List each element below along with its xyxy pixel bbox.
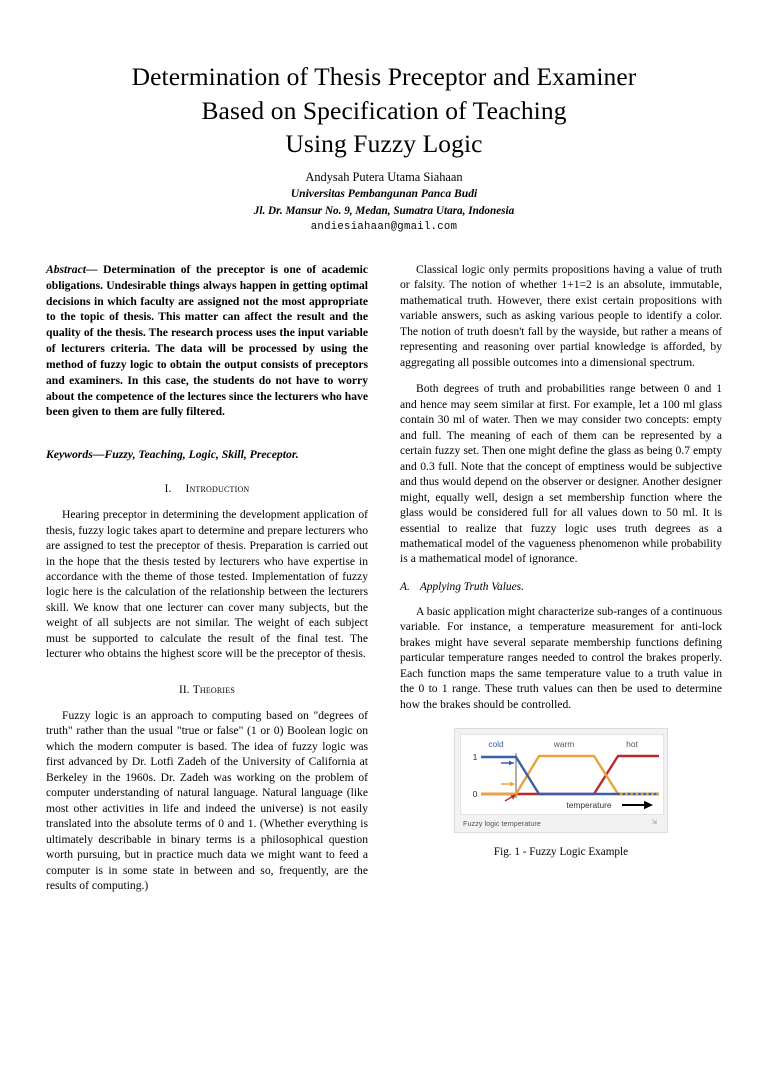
title-line-1: Determination of Thesis Preceptor and Examiner xyxy=(131,62,637,91)
section-heading-theories xyxy=(46,684,368,696)
section-label: Introduction xyxy=(185,483,250,496)
author-name: Andysah Putera Utama Siahaan xyxy=(305,169,463,184)
introduction-paragraph: Hearing preceptor in determining the development application of thesis, fuzzy logic takes apart to determine and prepare lecturers who are assigned to test the preceptor of thesis. Preparation is carried out in the hope that the thesis tested by lecturers who have expertise in accordance with the theme of those tested. Implementation of fuzzy logic here is the calculation of the relationship between the lecturers skill. We know that one lecturer can cover many subjects, but the weight of all subjects are not similar. The weight of each subject must be supported to calculate the result of the final test. The lecturer who obtains the highest score will be the preceptor of thesis. xyxy=(46,508,368,661)
theories-paragraph-2: Classical logic only permits propositions having a value of truth or falsity. The notion of whether 1+1=2 is an absolute, immutable, mathematical truth. However, there exist certain propositions with variable answers, such as asking various people to identify a color. The notion of truth doesn't fall by the wayside, but rather a means of representing and reasoning over partial knowledge is afforded, by aggregating all possible outcomes into a dimensional spectrum. xyxy=(400,263,722,369)
title-line-2: Based on Specification of Teaching xyxy=(201,95,567,125)
fuzzy-logic-chart xyxy=(460,734,664,815)
figure-panel xyxy=(454,728,668,833)
title-line-3: Using Fuzzy Logic xyxy=(285,129,483,159)
subsection-heading-applying-truth-values xyxy=(400,581,722,593)
keywords-line: Keywords—Fuzzy, Teaching, Logic, Skill, Preceptor. xyxy=(46,448,299,462)
abstract-body: Determination of the preceptor is one of academic obligations. Undesirable things always happen in getting optimal decisions in which faculty are assigned not the most appropriate to the topic of thesis. This matter can affect the result and the quality of the thesis. The research process uses the input variable of lecturers criteria. The data will be processed by using the method of fuzzy logic to obtain the output consists of preceptors and examiners. In this case, the students do not have to worry about the competence of the lectures since the lecturers who have been given to them are fully filtered. xyxy=(46,263,368,419)
annotation-arrowhead-cold xyxy=(509,761,514,766)
chart-svg xyxy=(461,735,663,814)
title-block xyxy=(0,0,768,233)
section-numeral: I. xyxy=(164,483,172,496)
resize-handle-icon[interactable]: ⇲ xyxy=(651,819,657,827)
figure-caption: Fig. 1 - Fuzzy Logic Example xyxy=(493,846,629,859)
figure-panel-label-bar xyxy=(460,815,662,832)
left-column xyxy=(46,262,368,904)
figure-panel-label: Fuzzy logic temperature xyxy=(463,819,541,829)
section-heading-introduction xyxy=(46,483,368,495)
series-label-cold: cold xyxy=(488,739,504,750)
figure-1 xyxy=(400,728,722,858)
y-tick-0: 0 xyxy=(472,789,478,800)
series-label-warm: warm xyxy=(553,739,575,750)
abstract-paragraph xyxy=(46,262,368,420)
x-axis-arrowhead xyxy=(644,801,653,809)
theories-paragraph-3: Both degrees of truth and probabilities range between 0 and 1 and hence may seem similar at first. For example, let a 100 ml glass contain 30 ml of water. Then we may consider two concepts: empty and full. The meaning of each of them can be represented by a certain fuzzy set. Then one might define the glass as being 0.7 empty and 0.3 full. Note that the concept of emptiness would be subjective and thus would depend on the observer or designer. Another designer might, equally well, design a set membership function where the glass would be considered full for all values down to 50 ml. It is essential to realize that fuzzy logic uses truth degrees as a mathematical model of the vagueness phenomenon while probability is a mathematical model of ignorance. xyxy=(400,382,723,566)
author-email[interactable]: andiesiahaan@gmail.com xyxy=(310,221,458,234)
applying-truth-values-paragraph: A basic application might characterize sub-ranges of a continuous variable. For instance, a temperature measurement for anti-lock brakes might have several separate membership functions defining particular temperature ranges needed to control the brakes properly. Each function maps the same temperature value to a truth value in the 0 to 1 range. These truth values can then be used to determine how the brakes should be controlled. xyxy=(400,604,722,711)
series-line-warm xyxy=(481,756,659,794)
subsection-label: Applying Truth Values. xyxy=(419,580,524,593)
y-tick-1: 1 xyxy=(472,752,478,763)
annotation-arrowhead-warm xyxy=(510,782,515,787)
theories-paragraph-1: Fuzzy logic is an approach to computing based on "degrees of truth" rather than the usual "true or false" (1 or 0) Boolean logic on which the modern computer is based. The idea of fuzzy logic was first advanced by Dr. Lotfi Zadeh of the University of California at Berkeley in the 1960s. Dr. Zadeh was working on the problem of computer understanding of natural language. Natural language (like most other activities in life and indeed the universe) is not easily translated into the absolute terms of 0 and 1. (Whether everything is ultimately describable in binary terms is a philosophical question worth pursuing, but in practice much data we might want to feed a computer is in some state in between and so, frequently, are the results of computing.) xyxy=(46,708,368,892)
x-axis-label: temperature xyxy=(566,800,612,811)
body-columns xyxy=(46,262,722,904)
section-numeral: II. xyxy=(178,683,190,696)
subsection-letter: A. xyxy=(400,580,410,593)
author-affiliation: Universitas Pembangunan Panca Budi xyxy=(290,187,478,201)
series-line-hot xyxy=(481,756,659,794)
page-title xyxy=(64,60,704,161)
abstract-lead-label: Abstract— xyxy=(46,263,98,276)
section-label: Theories xyxy=(192,683,236,696)
right-column xyxy=(400,262,722,904)
author-address: Jl. Dr. Mansur No. 9, Medan, Sumatra Utara, Indonesia xyxy=(253,204,515,217)
series-label-hot: hot xyxy=(626,739,638,750)
